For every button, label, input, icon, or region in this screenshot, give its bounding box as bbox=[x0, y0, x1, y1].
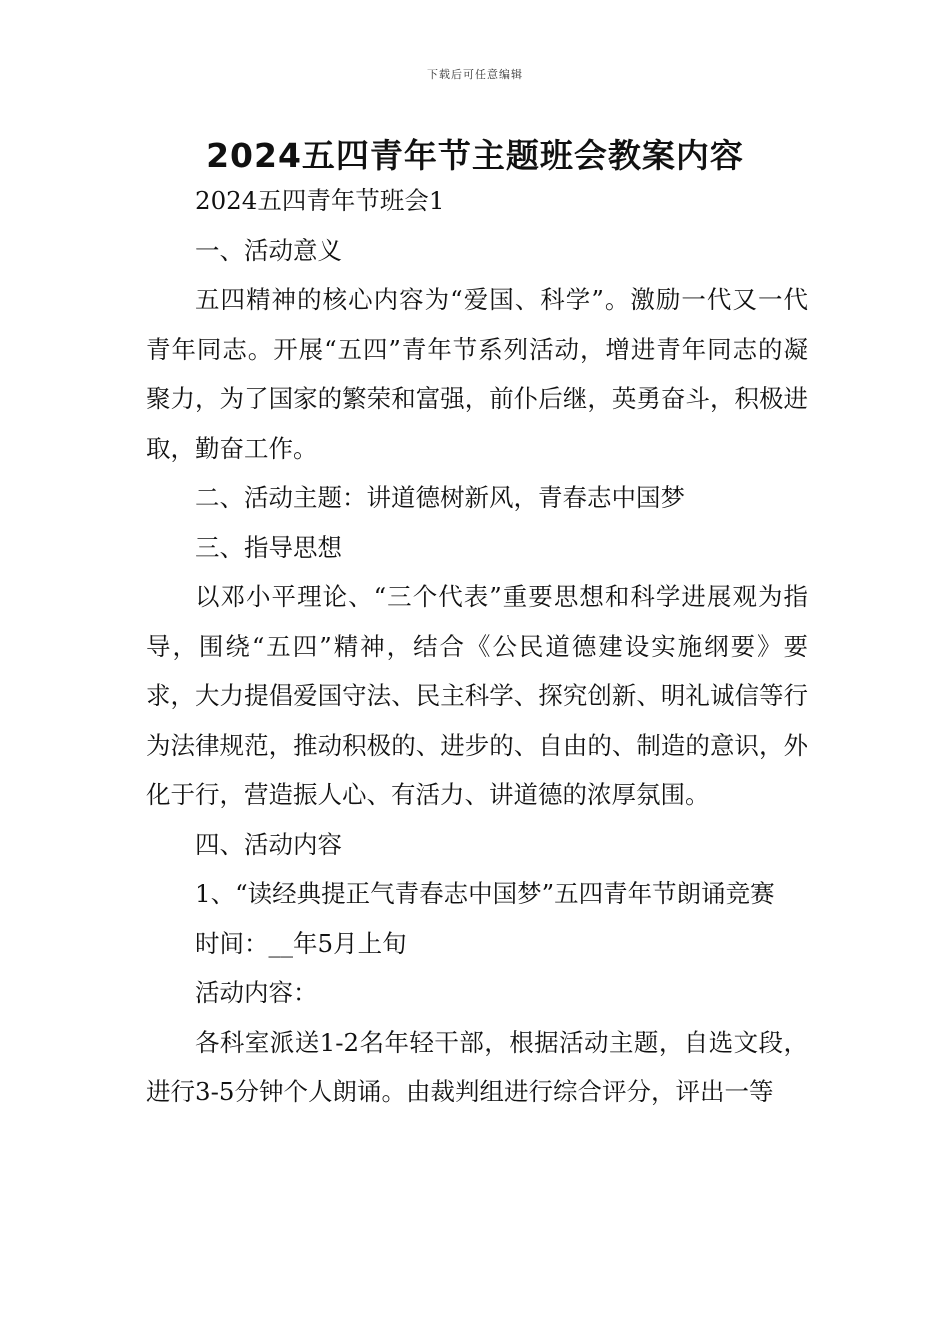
activity-time: 时间：__年5月上旬 bbox=[195, 928, 407, 958]
section-heading-activity-content: 四、活动内容 bbox=[195, 829, 342, 859]
paragraph-significance: 五四精神的核心内容为“爱国、科学”。激励一代又一代青年同志。开展“五四”青年节系列活动，增进青年同志的凝聚力，为了国家的繁荣和富强，前仆后继，英勇奋斗，积极进取，勤奋工作。 bbox=[146, 285, 808, 463]
activity-item-1: 1、“读经典提正气青春志中国梦”五四青年节朗诵竞赛 bbox=[195, 879, 775, 908]
section-heading-significance: 一、活动意义 bbox=[195, 235, 342, 265]
header-note: 下载后可任意编辑 bbox=[427, 68, 523, 81]
paragraph-activity-details: 各科室派送1-2名年轻干部，根据活动主题，自选文段，进行3-5分钟个人朗诵。由裁判组进行综合评分，评出一等 bbox=[146, 1027, 808, 1106]
paragraph-guiding-thought: 以邓小平理论、“三个代表”重要思想和科学进展观为指导，围绕“五四”精神，结合《公民道德建设实施纲要》要求，大力提倡爱国守法、民主科学、探究创新、明礼诚信等行为法律规范，推动积极的、进步的、自由的、制造的意识，外化于行，营造振人心、有活力、讲道德的浓厚氛围。 bbox=[146, 582, 808, 809]
document-body bbox=[146, 176, 808, 1117]
section-heading-theme: 二、活动主题：讲道德树新风，青春志中国梦 bbox=[195, 483, 685, 512]
activity-content-label: 活动内容： bbox=[195, 978, 318, 1007]
document-title: 2024五四青年节主题班会教案内容 bbox=[206, 136, 744, 175]
section-subtitle: 2024五四青年节班会1 bbox=[195, 186, 445, 215]
section-heading-guiding-thought: 三、指导思想 bbox=[195, 532, 342, 562]
